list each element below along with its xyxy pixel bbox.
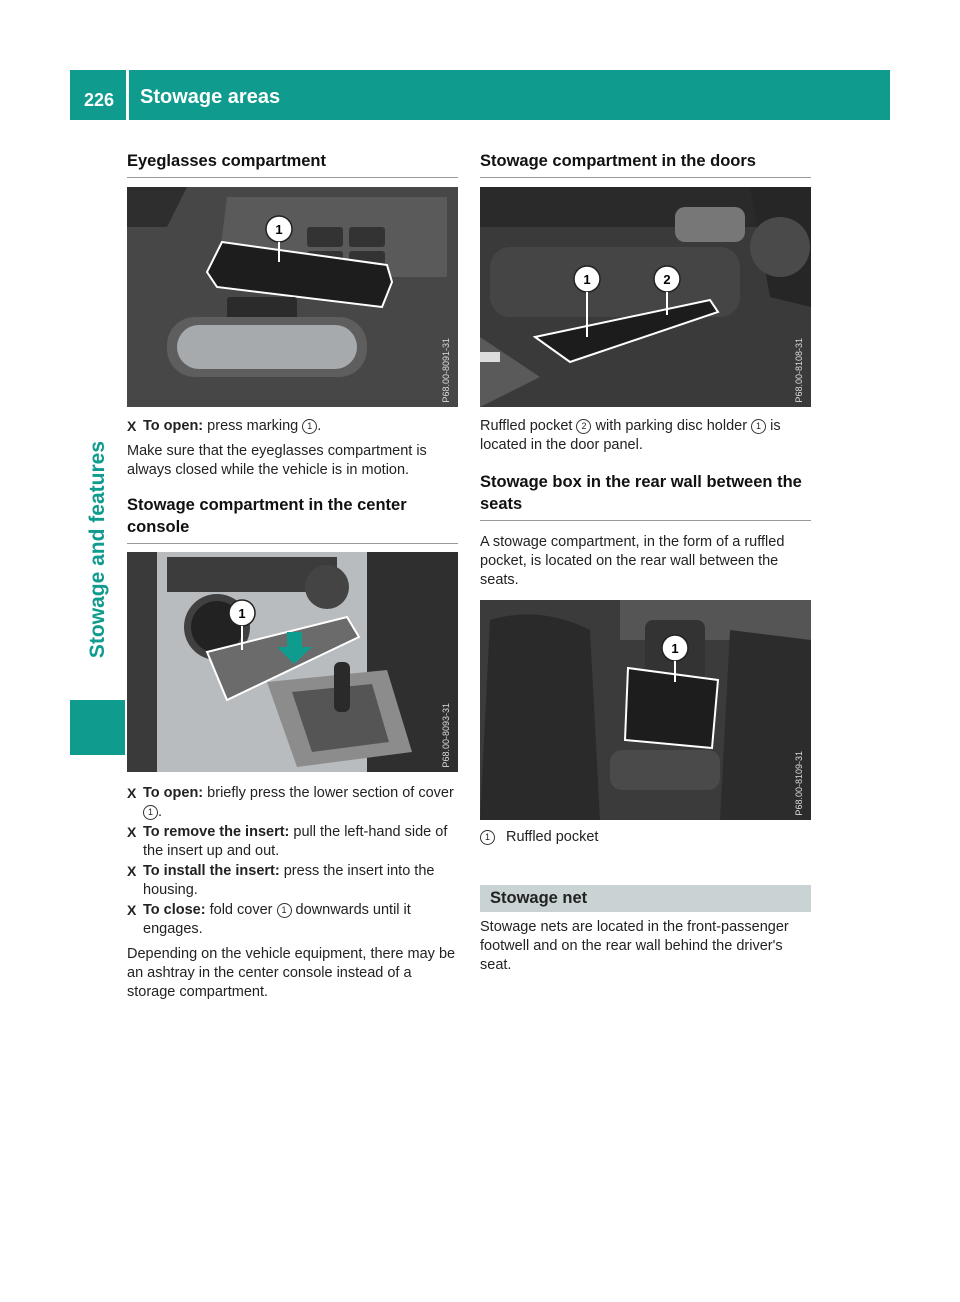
step-open: X To open: briefly press the lower section of cover 1 . — [127, 785, 454, 820]
doors-description: Ruffled pocket 2 with parking disc holder 1 is located in the door panel. — [480, 418, 781, 453]
ashtray-note: Depending on the vehicle equipment, there may be an ashtray in the center console instead of a storage compartment. — [127, 946, 456, 1000]
callout-ref: 1 — [143, 805, 158, 820]
legend-text: Ruffled pocket — [506, 829, 599, 845]
step-arrow-icon: X — [127, 418, 137, 434]
rear-wall-description: A stowage compartment, in the form of a ruffled pocket, is located on the rear wall between the seats. — [480, 534, 785, 588]
step-arrow-icon: X — [127, 785, 137, 801]
eyeglasses-note: Make sure that the eyeglasses compartment is always closed while the vehicle is in motion. — [127, 443, 427, 478]
figure-code: P68.00-8109-31 — [794, 751, 804, 816]
callout-ref: 1 — [277, 903, 292, 918]
stowage-net-description: Stowage nets are located in the front-passenger footwell and on the rear wall behind the driver's seat. — [480, 919, 789, 973]
step-install-insert: X To install the insert: press the insert into the housing. — [127, 863, 435, 898]
step-remove-insert: X To remove the insert: pull the left-hand side of the insert up and out. — [127, 824, 448, 859]
stowage-net-heading: Stowage net — [480, 885, 811, 912]
page-number: 226 — [84, 90, 115, 110]
figure-marker-1: 1 — [238, 606, 246, 621]
eyeglasses-figure — [127, 187, 458, 407]
callout-ref: 1 — [751, 419, 766, 434]
figure-marker-1: 1 — [583, 272, 591, 287]
callout-ref: 2 — [576, 419, 591, 434]
rear-wall-heading: Stowage box in the rear wall between the seats — [480, 471, 811, 521]
figure-marker-1: 1 — [671, 641, 679, 656]
step-label: To open: — [143, 418, 204, 434]
side-section-label: Stowage and features — [85, 441, 109, 659]
eyeglasses-heading: Eyeglasses compartment — [127, 150, 458, 178]
step-arrow-icon: X — [127, 863, 137, 879]
doors-heading: Stowage compartment in the doors — [480, 150, 811, 178]
figure-code: P68.00-8108-31 — [794, 338, 804, 403]
center-console-heading: Stowage compartment in the center console — [127, 494, 458, 544]
figure-marker-1: 1 — [275, 222, 283, 237]
figure-marker-2: 2 — [663, 272, 671, 287]
side-section-tab — [70, 120, 125, 1250]
page-title: Stowage areas — [140, 86, 281, 108]
doors-figure — [480, 187, 811, 407]
center-console-figure — [127, 552, 458, 772]
figure-code: P68.00-8093-31 — [441, 703, 451, 768]
left-column — [127, 150, 458, 1002]
step-text: press marking — [207, 418, 299, 434]
step-close: X To close: fold cover 1 downwards until it engages. — [127, 902, 411, 937]
figure-legend — [480, 828, 811, 847]
figure-code: P68.00-8091-31 — [441, 338, 451, 403]
side-tab-marker — [70, 700, 125, 755]
header-divider — [126, 70, 129, 120]
rear-wall-figure — [480, 600, 811, 820]
callout-ref: 1 — [302, 419, 317, 434]
eyeglasses-step-open: X To open: press marking 1 . — [127, 418, 322, 434]
step-arrow-icon: X — [127, 824, 137, 840]
page-header — [70, 70, 890, 120]
center-console-steps — [127, 784, 458, 939]
callout-ref: 1 — [480, 830, 495, 845]
step-arrow-icon: X — [127, 902, 137, 918]
right-column — [480, 150, 811, 975]
